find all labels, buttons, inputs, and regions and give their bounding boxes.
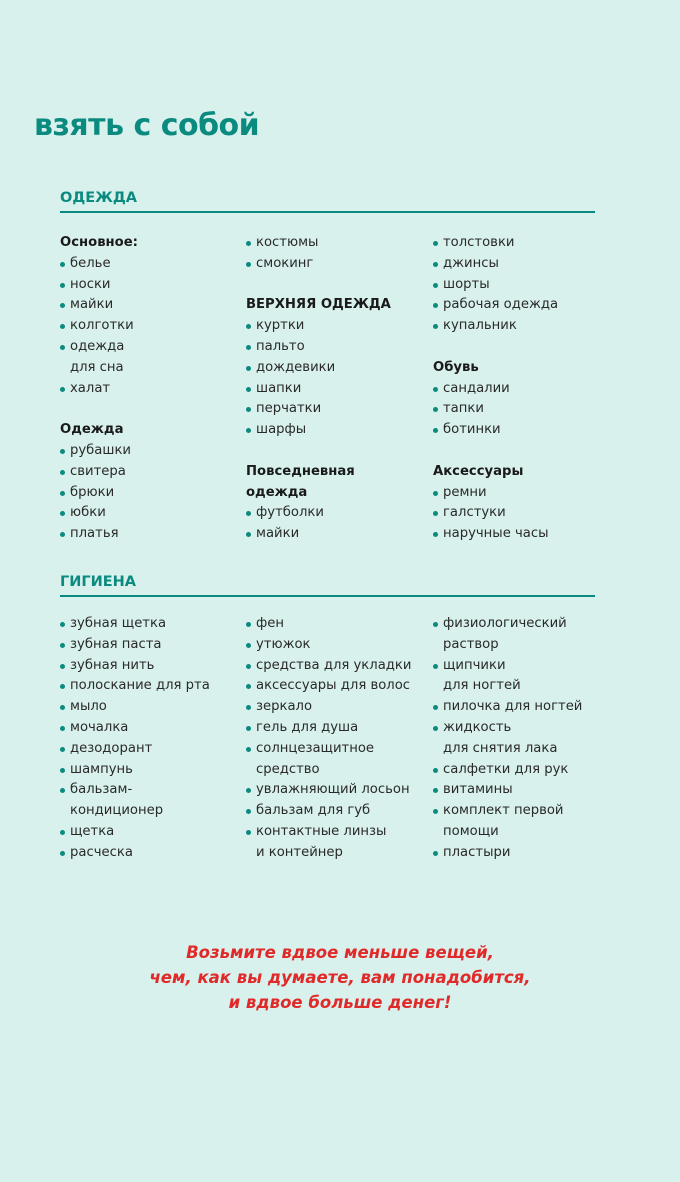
list-item — [433, 760, 613, 781]
list-item — [246, 420, 426, 441]
list-item — [60, 718, 240, 739]
list-item-text: расческа — [70, 844, 133, 860]
list-item — [60, 275, 240, 296]
list-item — [246, 503, 426, 524]
list-item — [246, 614, 426, 635]
list-item-text: платья — [70, 526, 119, 542]
list-item-text: бальзам для губ — [256, 803, 371, 819]
hygiene-column-3 — [433, 614, 613, 864]
list-item-text: контактные линзы — [256, 823, 387, 839]
list-item — [433, 656, 613, 698]
hygiene-column-2 — [246, 614, 426, 864]
list-item-text: купальник — [443, 318, 517, 334]
list-item-text: колготки — [70, 318, 134, 334]
list-item — [433, 254, 613, 275]
list-item — [433, 697, 613, 718]
list-item — [246, 780, 426, 801]
list-item-text: одежда — [70, 338, 125, 354]
list-item-text: аксессуары для волос — [256, 678, 411, 694]
list-item-text: свитера — [70, 463, 126, 479]
list-item — [433, 379, 613, 400]
list-item — [246, 697, 426, 718]
list-item — [433, 801, 613, 843]
list-item — [246, 233, 426, 254]
list-item-text-continued: для снятия лака — [443, 740, 558, 756]
list-item-text: шапки — [256, 380, 302, 396]
list-item — [60, 337, 240, 379]
list-item-text: футболки — [256, 505, 324, 521]
list-item — [60, 780, 240, 822]
list-item-text: зеркало — [256, 699, 313, 715]
list-item-text: витамины — [443, 782, 513, 798]
list-item — [246, 254, 426, 275]
quote — [0, 940, 680, 1015]
list-item — [60, 254, 240, 275]
subheading: Основное: — [60, 235, 138, 250]
list-item-text: рубашки — [70, 442, 131, 458]
list-item-text: солнцезащитное — [256, 740, 375, 756]
list-item-text: пальто — [256, 338, 305, 354]
list-item-text: шарфы — [256, 422, 307, 438]
list-item — [246, 801, 426, 822]
list-item-text: джинсы — [443, 255, 499, 271]
list-item-text: тапки — [443, 401, 484, 417]
subheading: Обувь — [433, 359, 479, 375]
list-item — [60, 843, 240, 864]
list-item — [246, 524, 426, 545]
list-item-text: шорты — [443, 276, 490, 292]
list-item-text-continued: средство — [256, 761, 320, 777]
list-item — [60, 316, 240, 337]
list-item — [60, 462, 240, 483]
list-item-text-continued: для сна — [70, 359, 124, 375]
list-item-text: куртки — [256, 318, 305, 334]
list-item-text: костюмы — [256, 235, 319, 250]
list-item-text: физиологический — [443, 616, 567, 631]
section-heading-hygiene: ГИГИЕНА — [60, 574, 595, 597]
quote-line: Возьмите вдвое меньше вещей, — [186, 943, 494, 962]
list-item — [60, 656, 240, 677]
subheading: Одежда — [60, 422, 124, 438]
list-item-text: полоскание для рта — [70, 678, 210, 694]
list-item-text: пилочка для ногтей — [443, 699, 583, 715]
subheading: одежда — [246, 484, 308, 500]
subheading: ВЕРХНЯЯ ОДЕЖДА — [246, 297, 391, 313]
list-item — [433, 399, 613, 420]
list-item — [246, 656, 426, 677]
list-item — [60, 503, 240, 524]
list-item — [433, 295, 613, 316]
list-item — [60, 295, 240, 316]
list-item — [60, 739, 240, 760]
list-item-text: жидкость — [443, 719, 512, 735]
list-item — [60, 483, 240, 504]
list-item-text: халат — [70, 380, 111, 396]
list-item — [433, 420, 613, 441]
list-item — [433, 316, 613, 337]
list-item — [433, 524, 613, 545]
list-item — [433, 275, 613, 296]
spacer — [433, 441, 613, 462]
list-item — [60, 760, 240, 781]
spacer — [433, 337, 613, 358]
list-item — [60, 379, 240, 400]
quote-line: и вдвое больше денег! — [228, 993, 452, 1012]
list-item-text: комплект первой — [443, 803, 564, 819]
spacer — [246, 441, 426, 462]
list-item-text: наручные часы — [443, 526, 549, 542]
list-item — [246, 718, 426, 739]
list-item-text: дождевики — [256, 359, 336, 375]
list-item-text: увлажняющий лосьон — [256, 782, 410, 798]
list-item — [433, 614, 613, 656]
list-item-text: щипчики — [443, 657, 506, 673]
list-item-text: гель для душа — [256, 719, 359, 735]
quote-line: чем, как вы думаете, вам понадобится, — [149, 968, 531, 987]
list-item — [246, 822, 426, 864]
clothing-column-2 — [246, 233, 426, 545]
list-item — [60, 524, 240, 545]
list-item — [246, 739, 426, 781]
list-item-text: юбки — [70, 505, 106, 521]
spacer — [246, 275, 426, 296]
spacer — [60, 399, 240, 420]
list-item-text: фен — [256, 616, 285, 631]
section-heading-clothing: ОДЕЖДА — [60, 190, 595, 213]
list-item-text: пластыри — [443, 844, 511, 860]
list-item-text: брюки — [70, 484, 115, 500]
list-item-text-continued: и контейнер — [256, 844, 343, 860]
list-item — [433, 483, 613, 504]
list-item — [246, 676, 426, 697]
list-item — [246, 337, 426, 358]
list-item — [433, 780, 613, 801]
list-item — [60, 822, 240, 843]
list-item — [433, 233, 613, 254]
list-item-text: ботинки — [443, 422, 501, 438]
list-item-text: носки — [70, 276, 111, 292]
list-item-text: майки — [70, 297, 114, 313]
list-item — [246, 635, 426, 656]
list-item-text: зубная нить — [70, 657, 155, 673]
list-item — [60, 697, 240, 718]
list-item — [60, 614, 240, 635]
list-item-text: бальзам- — [70, 782, 133, 798]
subheading: Повседневная — [246, 463, 355, 479]
list-item-text-continued: помощи — [443, 823, 499, 839]
list-item — [60, 676, 240, 697]
list-item-text: салфетки для рук — [443, 761, 569, 777]
list-item-text-continued: кондиционер — [70, 803, 164, 819]
list-item-text: перчатки — [256, 401, 322, 417]
clothing-column-3 — [433, 233, 613, 545]
list-item-text: шампунь — [70, 761, 133, 777]
list-item-text: рабочая одежда — [443, 297, 559, 313]
subheading: Аксессуары — [433, 463, 524, 479]
list-item-text: средства для укладки — [256, 657, 412, 673]
list-item-text: зубная щетка — [70, 616, 167, 631]
list-item-text: утюжок — [256, 636, 311, 652]
list-item — [433, 503, 613, 524]
list-item-text: дезодорант — [70, 740, 153, 756]
list-item — [60, 441, 240, 462]
list-item — [433, 718, 613, 760]
list-item-text: мочалка — [70, 719, 129, 735]
list-item-text: майки — [256, 526, 300, 542]
list-item-text: мыло — [70, 699, 107, 715]
list-item-text: сандалии — [443, 380, 510, 396]
list-item-text: ремни — [443, 484, 487, 500]
list-item-text: галстуки — [443, 505, 506, 521]
clothing-column-1 — [60, 233, 240, 545]
list-item — [246, 316, 426, 337]
list-item — [60, 635, 240, 656]
list-item — [246, 379, 426, 400]
list-item-text: зубная паста — [70, 636, 162, 652]
list-item-text: щетка — [70, 823, 115, 839]
list-item-text: смокинг — [256, 255, 314, 271]
list-item-text-continued: раствор — [443, 636, 499, 652]
page-title: взять с собой — [34, 108, 260, 143]
list-item-text: толстовки — [443, 235, 515, 250]
list-item — [246, 399, 426, 420]
hygiene-column-1 — [60, 614, 240, 864]
list-item-text: белье — [70, 255, 111, 271]
list-item — [246, 358, 426, 379]
list-item — [433, 843, 613, 864]
list-item-text-continued: для ногтей — [443, 678, 521, 694]
